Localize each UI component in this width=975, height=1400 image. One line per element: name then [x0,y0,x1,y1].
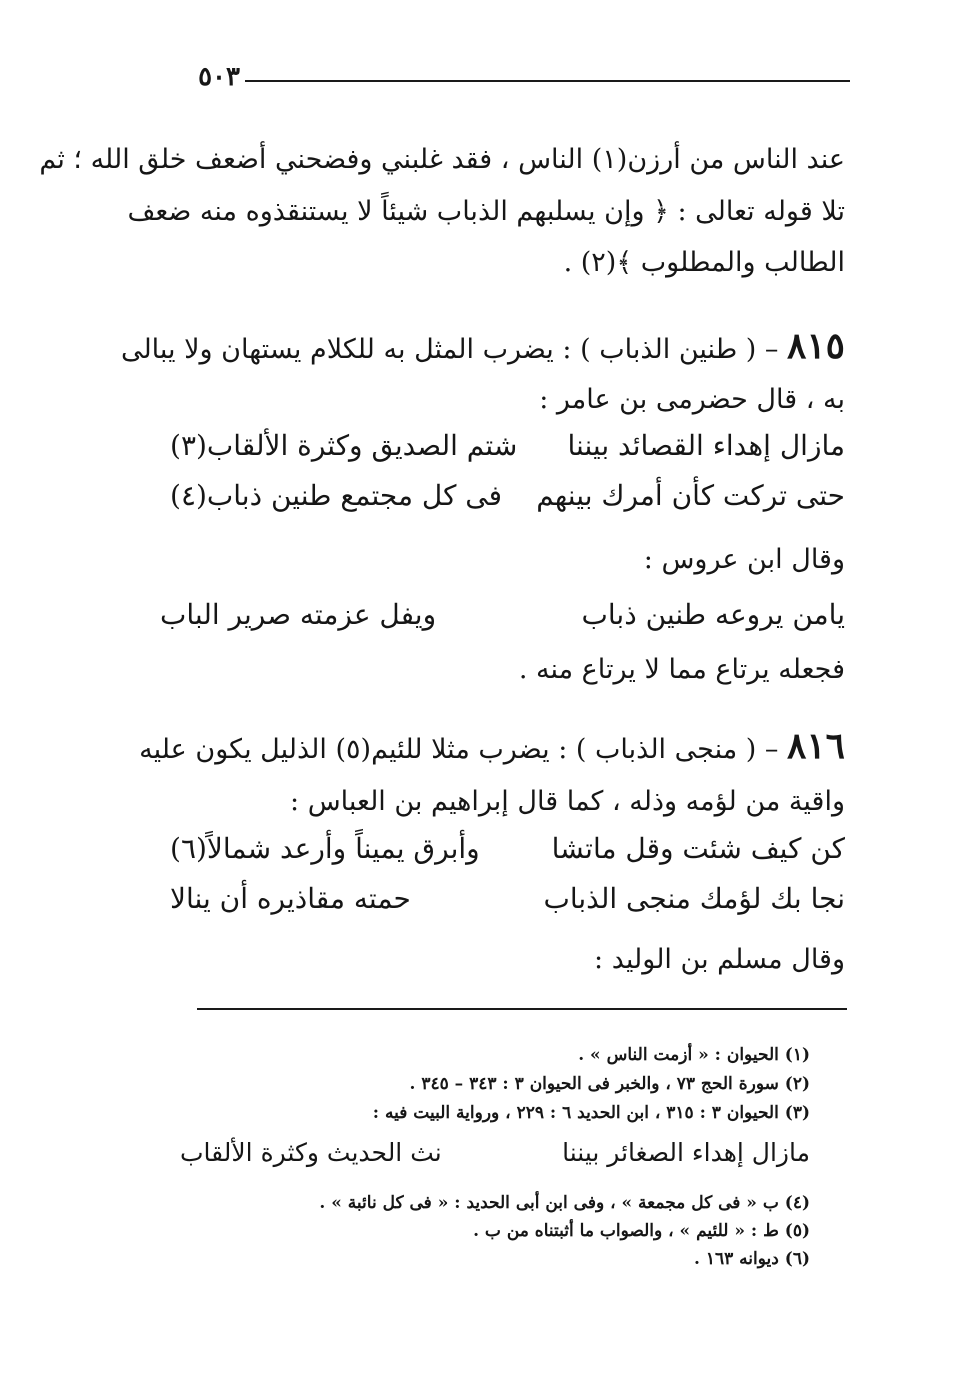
verse-second-hemistich: فى كل مجتمع طنين ذباب(٤) [170,479,503,512]
verse-line [170,423,845,469]
verse-second-hemistich: نث الحديث وكثرة الألقاب [180,1138,442,1167]
header-rule [245,80,850,82]
verse-second-hemistich: حمته مقاذيره أن ينالا [170,882,411,915]
entry-number: ٨١٥ [786,325,845,367]
verse-first-hemistich: نجا بك لؤمك منجى الذباب [543,882,845,915]
verse-line [170,473,845,519]
footnote-rule [197,1008,847,1010]
verse-line [160,592,845,638]
footnote-4: (٤) ب « فى كل مجمعة » ، وفى ابن أبى الحديد : « فى كل نائبة » . [319,1193,810,1213]
intro-line-3: الطالب والمطلوب ﴾(٢) . [563,247,845,278]
verse-line [170,876,845,922]
verse-first-hemistich: يامن يروعه طنين ذباب [581,598,845,631]
entry-815-line-3: وقال ابن عروس : [643,544,845,575]
entry-815-line-4: فجعله يرتاع مما لا يرتاع منه . [518,654,845,685]
verse-first-hemistich: مازال إهداء الصغائر بيننا [562,1138,810,1167]
entry-number: ٨١٦ [786,725,845,767]
verse-first-hemistich: حتى تركت كأن أمرك بينهم [536,479,845,512]
footnote-verse [180,1134,810,1172]
verse-first-hemistich: مازال إهداء القصائد بيننا [567,429,845,462]
footnote-6: (٦) ديوانه ١٦٣ . [694,1249,810,1269]
entry-816-line-2: واقية من لؤمه وذله ، كما قال إبراهيم بن العباس : [290,786,845,817]
entry-816-line-3: وقال مسلم بن الوليد : [594,944,845,975]
verse-second-hemistich: وأبرق يميناً وأرعد شمالاً(٦) [170,832,480,865]
entry-815-line-2: به ، قال حضرمى بن عامر : [539,384,845,415]
entry-heading-text: – ( طنين الذباب ) : يضرب المثل به للكلام يستهان ولا يبالى [120,334,779,365]
intro-line-2: تلا قوله تعالى : ﴿ وإن يسلبهم الذباب شيئاً لا يستنقذوه منه ضعف [127,196,845,227]
footnote-3: (٣) الحيوان ٣ : ٣١٥ ، ابن الحديد ٦ : ٢٢٩ ، ورواية البيت فيه : [372,1103,810,1123]
entry-816-heading [140,726,845,770]
entry-heading-text: – ( منجى الذباب ) : يضرب مثلا للئيم(٥) الذليل يكون عليه [139,734,779,765]
entry-815-heading [120,325,845,370]
intro-line-1: عند الناس من أرزن(١) الناس ، فقد غلبني وفضحني أضعف خلق الله ؛ ثم [39,144,845,175]
verse-second-hemistich: ويفل عزمته صرير الباب [160,598,437,631]
page-number: ٥٠٣ [198,62,240,92]
verse-line [170,826,845,872]
verse-second-hemistich: شتم الصديق وكثرة الألقاب(٣) [170,429,518,462]
footnote-2: (٢) سورة الحج ٧٣ ، والخبر فى الحيوان ٣ : ٣٤٣ – ٣٤٥ . [409,1074,810,1094]
verse-first-hemistich: كن كيف شئت وقل ماتشا [551,832,845,865]
footnote-1: (١) الحيوان : « أزمت الناس » . [578,1045,810,1065]
footnote-5: (٥) ط : « للئيم » ، والصواب ما أثبتناه من ب . [473,1221,810,1241]
